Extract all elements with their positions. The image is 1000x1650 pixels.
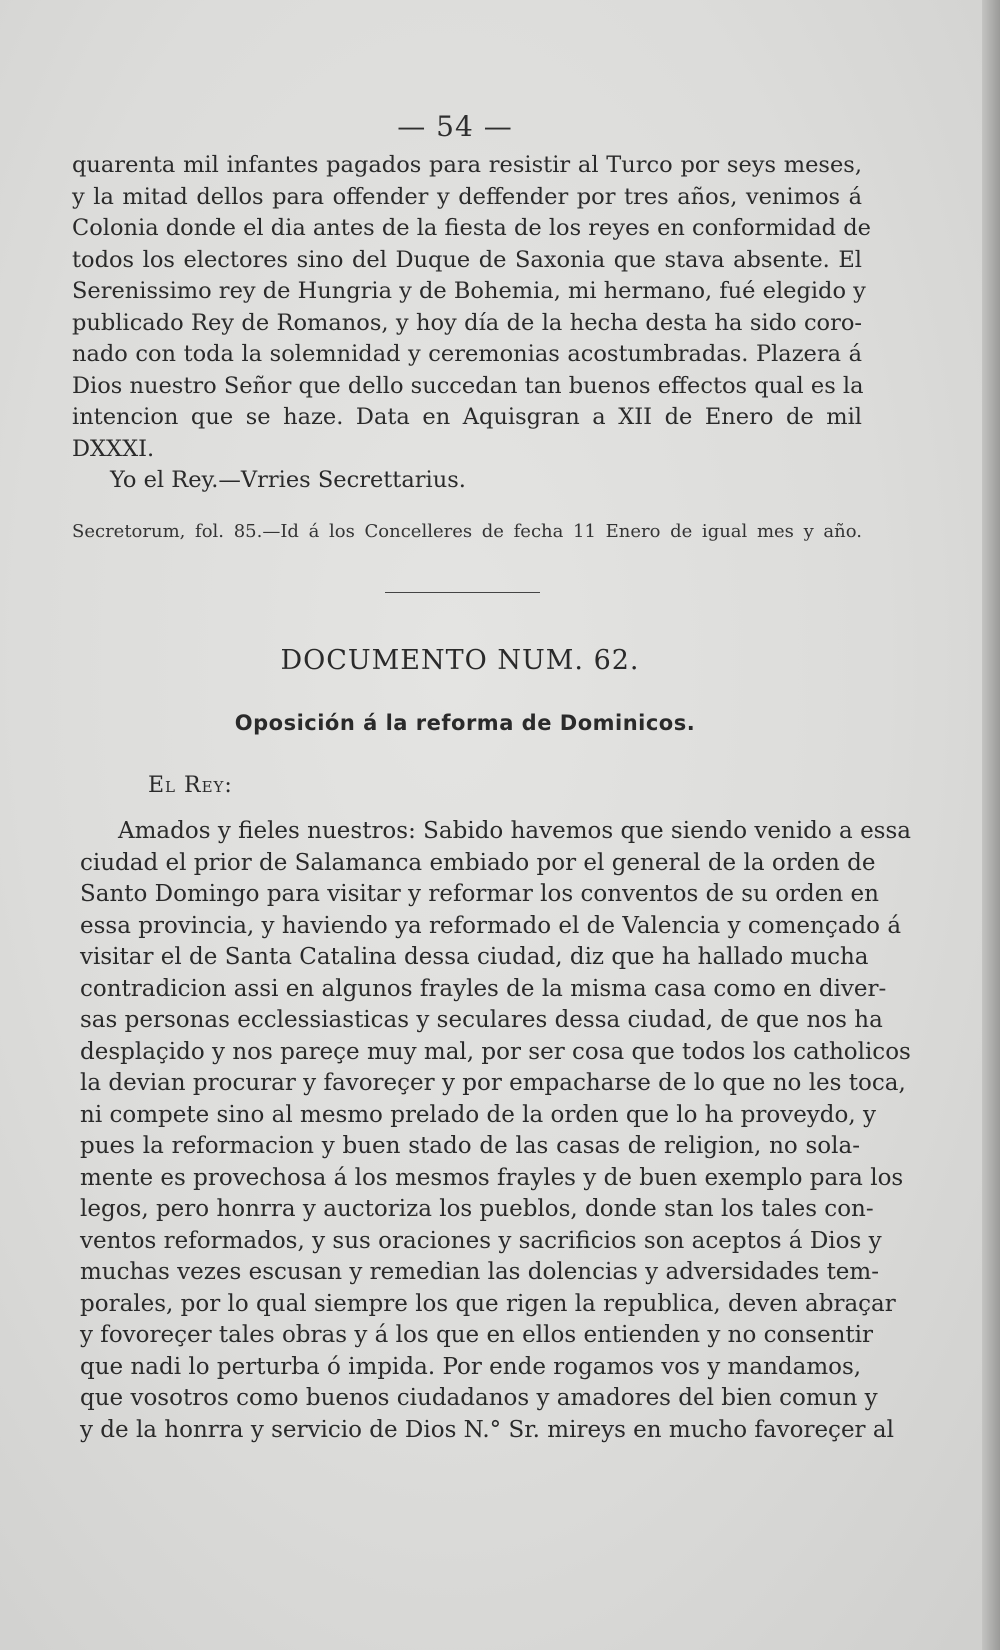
salutation: El Rey: [148, 773, 233, 798]
signature-line: Yo el Rey.—Vrries Secrettarius. [110, 467, 466, 493]
text-line: pues la reformacion y buen stado de las casas de religion, no sola- [80, 1133, 860, 1159]
text-line: mente es provechosa á los mesmos frayles y de buen exemplo para los [80, 1164, 904, 1191]
text-line: Amados y fieles nuestros: Sabido havemos que siendo venido a essa [118, 818, 912, 844]
letter-body-text [80, 816, 912, 1446]
source-note: Secretorum, fol. 85.—Id á los Concelleres de fecha 11 Enero de igual mes y año. [72, 521, 862, 542]
text-line: muchas vezes escusan y remedian las dolencias y adversidades tem- [80, 1259, 880, 1285]
continued-letter-text [72, 150, 871, 497]
text-line: ciudad el prior de Salamanca embiado por el general de la orden de [80, 849, 876, 876]
text-line: ni compete sino al mesmo prelado de la orden que lo ha proveydo, y [80, 1101, 876, 1128]
document-subtitle: Oposición á la reforma de Dominicos. [234, 711, 696, 735]
text-line: Serenissimo rey de Hungria y de Bohemia, mi hermano, fué elegido y [72, 278, 866, 304]
text-line: Dios nuestro Señor que dello succedan tan buenos effectos qual es la [72, 372, 864, 399]
text-line: DXXXI. [72, 435, 155, 462]
text-line: intencion que se haze. Data en Aquisgran a XII de Enero de mil [72, 404, 862, 430]
text-line: quarenta mil infantes pagados para resistir al Turco por seys meses, [72, 152, 862, 178]
text-line: nado con toda la solemnidad y ceremonias acostumbradas. Plazera á [72, 341, 862, 367]
text-line: essa provincia, y haviendo ya reformado el de Valencia y començado á [80, 912, 902, 939]
text-line: visitar el de Santa Catalina dessa ciudad, diz que ha hallado mucha [80, 944, 869, 970]
text-line: Colonia donde el dia antes de la fiesta de los reyes en conformidad de [72, 215, 871, 241]
text-line: contradicion assi en algunos frayles de la misma casa como en diver- [80, 975, 887, 1002]
text-line: y de la honrra y servicio de Dios N.° Sr. mireys en mucho favoreçer al [80, 1416, 894, 1443]
text-line: todos los electores sino del Duque de Saxonia que stava absente. El [72, 246, 862, 273]
text-line: sas personas ecclessiasticas y seculares dessa ciudad, de que nos ha [80, 1007, 883, 1033]
text-line: que vosotros como buenos ciudadanos y amadores del bien comun y [80, 1385, 878, 1411]
text-line: y la mitad dellos para offender y deffender por tres años, venimos á [72, 183, 862, 210]
text-line: y fovoreçer tales obras y á los que en ellos entienden y no consentir [80, 1322, 874, 1348]
text-line: legos, pero honrra y auctoriza los pueblos, donde stan los tales con- [80, 1196, 874, 1222]
text-line: la devian procurar y favoreçer y por empacharse de lo que no les toca, [80, 1070, 906, 1096]
text-line: publicado Rey de Romanos, y hoy día de la hecha desta ha sido coro- [72, 309, 862, 336]
page-number: — 54 — [397, 110, 513, 143]
text-line: porales, por lo qual siempre los que rigen la republica, deven abraçar [80, 1290, 896, 1317]
document-heading: DOCUMENTO NUM. 62. [280, 645, 640, 676]
text-line: ventos reformados, y sus oraciones y sacrificios son aceptos á Dios y [80, 1227, 882, 1254]
text-line: que nadi lo perturba ó impida. Por ende rogamos vos y mandamos, [80, 1353, 862, 1380]
section-divider [385, 592, 540, 593]
text-line: desplaçido y nos pareçe muy mal, por ser cosa que todos los catholicos [80, 1038, 911, 1065]
text-line: Santo Domingo para visitar y reformar los conventos de su orden en [80, 881, 879, 907]
page-edge-shadow [982, 0, 1000, 1650]
